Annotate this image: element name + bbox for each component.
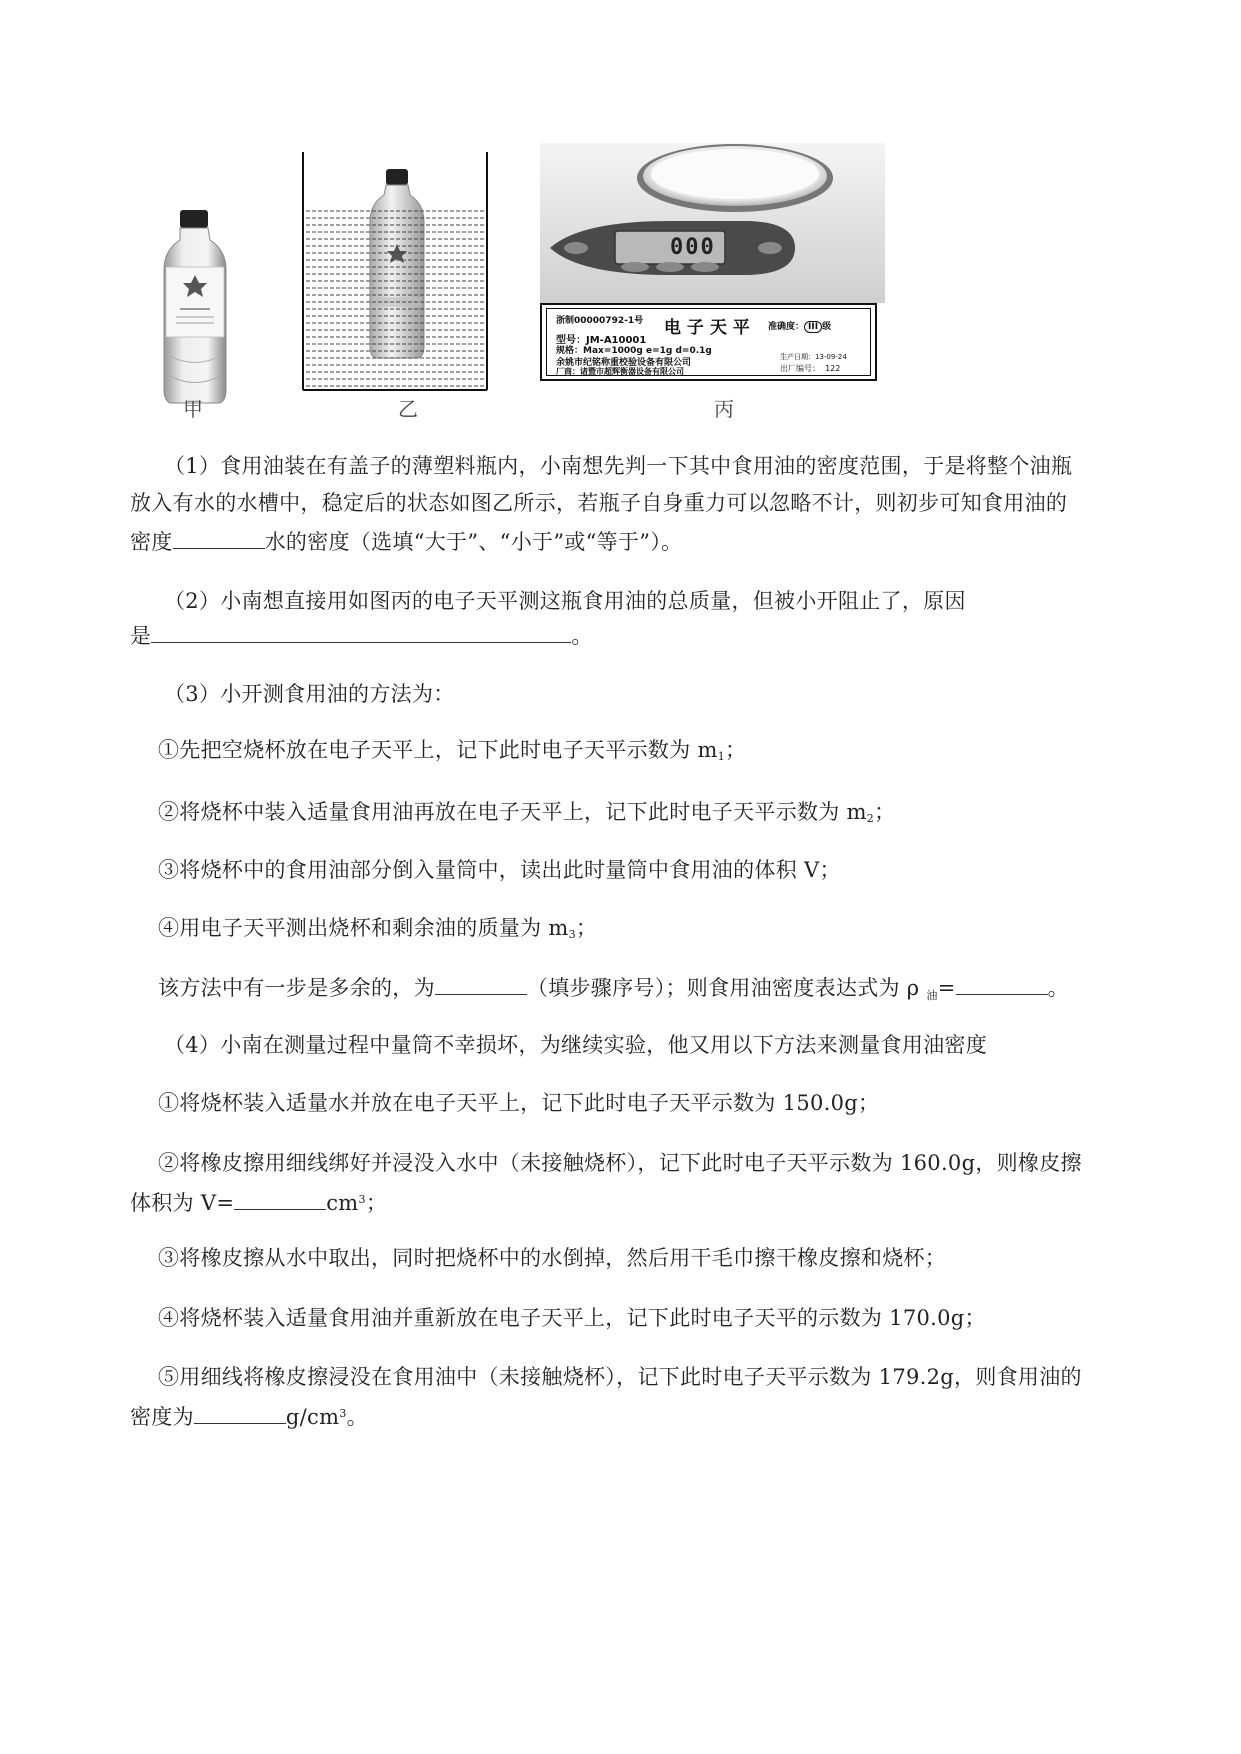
q3-step-blank[interactable] [435, 972, 527, 995]
nameplate-serial: 出厂编号： 122 [780, 364, 841, 373]
q4-step5-cont: 密度为 $g/cm^3$。 [130, 1399, 368, 1432]
figure-label-jia: 甲 [183, 397, 203, 421]
q4-step3: ③将橡皮擦从水中取出，同时把烧杯中的水倒掉，然后用干毛巾擦干橡皮擦和烧杯； [158, 1246, 947, 1270]
q4-step4: ④将烧杯装入适量食用油并重新放在电子天平上，记下此时电子天平的示数为 170.0g； [158, 1306, 986, 1330]
q4-step1: ①将烧杯装入适量水并放在电子天平上，记下此时电子天平示数为 150.0g； [158, 1091, 880, 1115]
figure-label-yi: 乙 [398, 397, 418, 421]
q3-step2: ②将烧杯中装入适量食用油再放在电子天平上，记下此时电子天平示数为 $m_2$； [158, 800, 896, 825]
q4-step2: ②将橡皮擦用细线绑好并浸没入水中（未接触烧杯），记下此时电子天平示数为 160.0g，则橡皮擦 [158, 1151, 1082, 1175]
nameplate-factory: 厂商：诸暨市超辉衡器设备有限公司 [556, 367, 684, 376]
figure-label-bing: 丙 [714, 397, 734, 421]
scale-display-readout: 000 [670, 235, 716, 260]
q2-line1: （2）小南想直接用如图丙的电子天平测这瓶食用油的总质量，但被小开阻止了，原因 [164, 589, 966, 613]
electronic-scale-figure-bing [540, 143, 885, 303]
q4-heading: （4）小南在测量过程中量筒不幸损坏，为继续实验，他又用以下方法来测量食用油密度 [164, 1033, 988, 1057]
q4-step5: ⑤用细线将橡皮擦浸没在食用油中（未接触烧杯），记下此时电子天平示数为 179.2g，则食用油的 [158, 1365, 1082, 1389]
q3-step4: ④用电子天平测出烧杯和剩余油的质量为 $m_3$； [158, 916, 598, 941]
q3-conclusion: 该方法中有一步是多余的，为 （填步骤序号）；则食用油密度表达式为 ρ 油= 。 [158, 972, 1069, 1011]
nameplate-spec: 规格：Max=1000g e=1g d=0.1g [556, 346, 712, 356]
q3-density-blank[interactable] [956, 972, 1048, 995]
q4-step2-cont: 体积为 $V= cm^3$； [130, 1185, 387, 1218]
nameplate-accuracy: 准确度： III 级 [768, 322, 832, 332]
q3-heading: （3）小开测食用油的方法为： [164, 682, 455, 706]
q1-line2: 放入有水的水槽中，稳定后的状态如图乙所示，若瓶子自身重力可以忽略不计，则初步可知食用油的 [130, 491, 1068, 515]
nameplate-maker: 余姚市纪铭称重校验设备有限公司 [556, 358, 692, 368]
q3-step3: ③将烧杯中的食用油部分倒入量筒中，读出此时量筒中食用油的体积 V； [158, 858, 841, 882]
q3-step1: ①先把空烧杯放在电子天平上，记下此时电子天平示数为 $m_1$； [158, 738, 747, 763]
scale-nameplate [540, 303, 877, 381]
q1-line3: 密度 水的密度（选填“大于”、“小于”或“等于”）。 [130, 526, 682, 557]
nameplate-code: 浙制00000792-1号 [556, 316, 644, 326]
nameplate-date: 生产日期：13-09-24 [780, 353, 847, 361]
q4-volume-blank[interactable] [234, 1187, 326, 1210]
nameplate-title: 电 子 天 平 [664, 318, 750, 338]
q1-line1: （1）食用油装在有盖子的薄塑料瓶内，小南想先判一下其中食用油的密度范围，于是将整个油瓶 [164, 454, 1073, 478]
q2-line2: 是 。 [130, 620, 593, 651]
q1-answer-blank[interactable] [173, 526, 265, 549]
q2-answer-blank[interactable] [151, 620, 571, 643]
water-tank-figure-yi [300, 152, 490, 392]
nameplate-model: 型号：JM-A10001 [556, 335, 647, 346]
q4-density-blank[interactable] [194, 1401, 286, 1424]
